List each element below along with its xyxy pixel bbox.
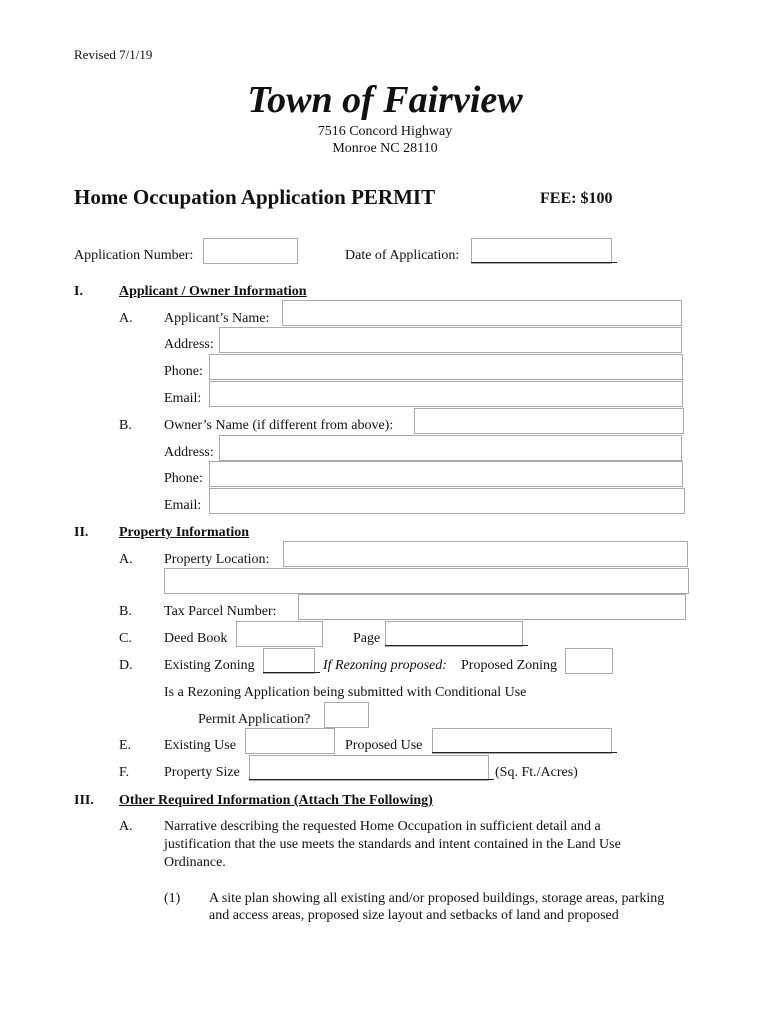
deed-book-label: Deed Book [164,631,228,646]
proposed-zoning-field[interactable] [565,648,613,674]
existing-zoning-field[interactable] [263,648,315,674]
tax-parcel-label: Tax Parcel Number: [164,604,277,619]
section-3-numeral: III. [74,793,94,808]
existing-use-label: Existing Use [164,738,236,753]
applicant-name-field[interactable] [282,300,682,326]
site-plan-line1: A site plan showing all existing and/or proposed buildings, storage areas, parking [209,891,665,906]
owner-phone-label: Phone: [164,471,203,486]
revised-date: Revised 7/1/19 [74,47,153,62]
proposed-use-underline [432,752,617,753]
section-2-d-letter: D. [119,658,133,673]
item-1-number: (1) [164,891,181,906]
date-of-application-label: Date of Application: [345,248,460,263]
proposed-use-field[interactable] [432,728,612,754]
form-title: Home Occupation Application PERMIT [74,185,436,209]
section-3-title: Other Required Information (Attach The Following) [119,793,433,808]
town-address-line1: 7516 Concord Highway [317,124,453,139]
narrative-line3: Ordinance. [164,855,226,870]
section-2-b-letter: B. [119,604,132,619]
site-plan-line2: and access areas, proposed size layout and setbacks of land and proposed [209,908,619,923]
applicant-address-label: Address: [164,337,214,352]
property-size-field[interactable] [249,755,489,781]
section-1-b-letter: B. [119,418,132,433]
town-address-line2: Monroe NC 28110 [332,141,438,156]
existing-zoning-underline [263,672,320,673]
section-2-f-letter: F. [119,765,130,780]
section-2-a-letter: A. [119,552,133,567]
applicant-phone-label: Phone: [164,364,203,379]
conditional-use-field[interactable] [324,702,369,728]
existing-zoning-label: Existing Zoning [164,658,255,673]
date-underline [471,262,617,263]
rezoning-proposed-label: If Rezoning proposed: [323,658,447,673]
applicant-phone-field[interactable] [209,354,683,380]
section-1-numeral: I. [74,284,83,299]
applicant-name-label: Applicant’s Name: [164,311,270,326]
property-location-field-2[interactable] [164,568,689,594]
page-underline [385,645,528,646]
fee-label: FEE: $100 [540,190,613,207]
proposed-use-label: Proposed Use [345,738,423,753]
narrative-line2: justification that the use meets the standards and intent contained in the Land Use [164,837,621,852]
date-of-application-field[interactable] [471,238,612,264]
section-2-c-letter: C. [119,631,132,646]
property-size-units: (Sq. Ft./Acres) [495,765,578,780]
existing-use-field[interactable] [245,728,335,754]
conditional-use-question-line1: Is a Rezoning Application being submitted with Conditional Use [164,685,527,700]
section-2-e-letter: E. [119,738,132,753]
page-field[interactable] [385,621,523,647]
section-2-title: Property Information [119,525,249,540]
applicant-address-field[interactable] [219,327,682,353]
property-size-underline [249,779,494,780]
owner-phone-field[interactable] [209,461,683,487]
section-2-numeral: II. [74,525,89,540]
section-1-title: Applicant / Owner Information [119,284,307,299]
property-size-label: Property Size [164,765,240,780]
owner-address-field[interactable] [219,435,682,461]
owner-email-field[interactable] [209,488,685,514]
section-1-a-letter: A. [119,311,133,326]
proposed-zoning-label: Proposed Zoning [461,658,558,673]
owner-name-field[interactable] [414,408,684,434]
tax-parcel-field[interactable] [298,594,686,620]
application-number-field[interactable] [203,238,298,264]
deed-book-field[interactable] [236,621,323,647]
property-location-label: Property Location: [164,552,270,567]
section-3-a-letter: A. [119,819,133,834]
owner-name-label: Owner’s Name (if different from above): [164,418,394,433]
owner-address-label: Address: [164,445,214,460]
application-number-label: Application Number: [74,248,194,263]
applicant-email-field[interactable] [209,381,683,407]
applicant-email-label: Email: [164,391,202,406]
owner-email-label: Email: [164,498,202,513]
narrative-line1: Narrative describing the requested Home Occupation in sufficient detail and a [164,819,601,834]
property-location-field[interactable] [283,541,688,567]
page-label: Page [353,631,381,646]
town-name: Town of Fairview [247,79,523,121]
conditional-use-question-line2: Permit Application? [198,712,311,727]
